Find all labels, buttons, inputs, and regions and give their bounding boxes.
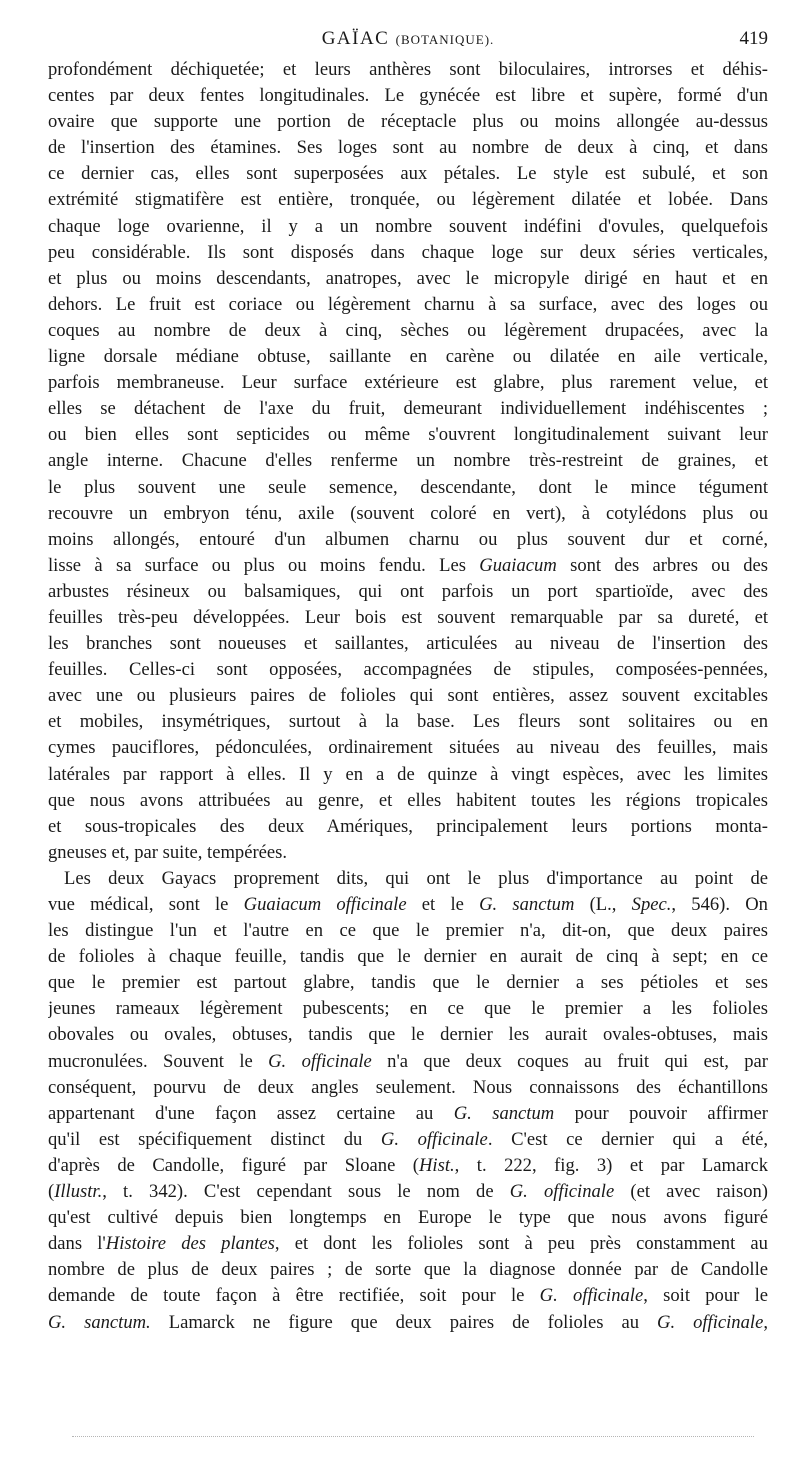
text-line	[48, 135, 768, 161]
text-run: avec une ou plusieurs paires de folioles qui sont entières, assez souvent excitables	[48, 685, 768, 707]
text-line	[48, 161, 768, 187]
italic-text: G. sanctum	[479, 894, 575, 915]
text-run: extrémité stigmatifère est entière, tronquée, ou légèrement dilatée et lobée. Dans	[48, 189, 768, 211]
text-run: qu'est cultivé depuis bien longtemps en Europe le type que nous avons figuré	[48, 1207, 768, 1229]
text-run: ligne dorsale médiane obtuse, saillante en carène ou dilatée en aile verticale,	[48, 346, 768, 368]
text-line	[48, 1257, 768, 1283]
text-run: (L.,	[574, 894, 632, 915]
text-run: et mobiles, insymétriques, surtout à la base. Les fleurs sont solitaires ou en	[48, 711, 768, 733]
text-line	[48, 83, 768, 109]
text-line	[48, 292, 768, 318]
text-line	[48, 1049, 768, 1075]
text-line	[48, 501, 768, 527]
text-line	[48, 840, 768, 866]
running-title-subtitle: (BOTANIQUE).	[395, 32, 495, 47]
running-head	[48, 28, 768, 54]
text-run: profondément déchiquetée; et leurs anthères sont biloculaires, introrses et déhis-	[48, 59, 768, 80]
text-line	[48, 527, 768, 553]
text-run: feuilles. Celles-ci sont opposées, accompagnées de stipules, composées-pennées,	[48, 659, 768, 681]
text-line	[48, 422, 768, 448]
text-line	[48, 344, 768, 370]
italic-text: Hist.	[419, 1154, 455, 1176]
text-run: que nous avons attribuées au genre, et elles habitent toutes les régions tropicales	[48, 789, 768, 811]
text-run: , 546). On	[671, 894, 768, 915]
text-line	[48, 1101, 768, 1127]
text-line	[48, 866, 768, 892]
text-run: qu'il est spécifiquement distinct du	[48, 1128, 381, 1150]
text-run: , t. 222, fig. 3) et par Lamarck	[454, 1154, 768, 1176]
footer-rule	[72, 1436, 754, 1437]
italic-text: G. officinale	[509, 1181, 615, 1203]
text-line	[48, 1127, 768, 1153]
text-line	[48, 970, 768, 996]
running-title-main: GAÏAC	[321, 28, 390, 49]
text-run: recouvre un embryon ténu, axile (souvent coloré en vert), à cotylédons plus ou	[48, 502, 768, 524]
text-line	[48, 788, 768, 814]
text-run: parfois membraneuse. Leur surface extérieure est glabre, plus rarement velue, et	[48, 372, 768, 394]
text-run: mucronulées. Souvent le	[48, 1050, 269, 1072]
text-line	[48, 918, 768, 944]
italic-text: G. officinale	[380, 1128, 488, 1150]
italic-text: G. officinale	[539, 1285, 644, 1307]
text-run: ,	[763, 1311, 768, 1333]
body-text	[48, 57, 768, 1336]
text-line	[48, 605, 768, 631]
text-line	[48, 214, 768, 240]
text-run: dans l'	[48, 1233, 106, 1255]
text-run: latérales par rapport à elles. Il y en a de quinze à vingt espèces, avec les limites	[48, 763, 768, 785]
text-line	[48, 683, 768, 709]
text-run: Les deux Gayacs proprement dits, qui ont le plus d'importance au point de	[64, 867, 768, 889]
paragraph	[48, 57, 768, 866]
text-line	[48, 1231, 768, 1257]
text-line	[48, 1310, 768, 1336]
text-line	[48, 762, 768, 788]
text-line	[48, 631, 768, 657]
text-line	[48, 370, 768, 396]
text-run: de l'insertion des étamines. Ses loges sont au nombre de deux à cinq, et dans	[48, 137, 768, 159]
text-run: demande de toute façon à être rectifiée, soit pour le	[48, 1285, 540, 1307]
italic-text: Spec.	[631, 894, 672, 915]
text-run: (	[48, 1181, 55, 1203]
page-number: 419	[739, 28, 768, 49]
text-line	[48, 396, 768, 422]
text-run: ou bien elles sont septicides ou même s'ouvrent longitudinalement suivant leur	[48, 424, 768, 446]
text-line	[48, 1179, 768, 1205]
text-line	[48, 448, 768, 474]
italic-text: Guaiacum officinale	[243, 894, 407, 915]
text-line	[48, 709, 768, 735]
text-run: et plus ou moins descendants, anatropes, avec le micropyle dirigé en haut et en	[48, 267, 768, 289]
text-line	[48, 944, 768, 970]
text-run: elles se détachent de l'axe du fruit, demeurant individuellement indéhiscentes ;	[48, 398, 768, 420]
text-line	[48, 892, 768, 918]
text-line	[48, 814, 768, 840]
text-line	[48, 735, 768, 761]
text-run: , t. 342). C'est cependant sous le nom de	[102, 1181, 510, 1203]
text-run: gneuses et, par suite, tempérées.	[48, 841, 288, 863]
text-run: Lamarck ne figure que deux paires de folioles au	[150, 1311, 658, 1333]
paragraph	[48, 866, 768, 1336]
text-run: coques au nombre de deux à cinq, sèches ou légèrement drupacées, avec la	[48, 319, 768, 341]
italic-text: G. officinale	[268, 1050, 372, 1072]
italic-text: Histoire des plantes	[105, 1233, 275, 1255]
text-run: pour pouvoir affirmer	[554, 1102, 768, 1124]
text-run: cymes pauciflores, pédonculées, ordinairement situées au niveau des feuilles, mais	[48, 737, 768, 759]
text-run: . C'est ce dernier qui a été,	[487, 1128, 768, 1150]
italic-text: G. officinale	[657, 1311, 764, 1333]
running-title	[48, 28, 768, 50]
italic-text: G. sanctum.	[48, 1311, 151, 1333]
text-line	[48, 109, 768, 135]
text-run: jeunes rameaux légèrement pubescents; en ce que le premier a les folioles	[48, 998, 768, 1020]
text-run: les distingue l'un et l'autre en ce que le premier n'a, dit-on, que deux paires	[48, 920, 768, 942]
text-line	[48, 657, 768, 683]
text-line	[48, 996, 768, 1022]
text-run: moins allongés, entouré d'un albumen charnu ou plus souvent dur et corné,	[48, 528, 768, 550]
text-run: les branches sont noueuses et saillantes, articulées au niveau de l'insertion des	[48, 633, 768, 655]
text-run: et sous-tropicales des deux Amériques, principalement leurs portions monta-	[48, 815, 768, 837]
text-line	[48, 1153, 768, 1179]
text-run: appartenant d'une façon assez certaine au	[48, 1102, 454, 1124]
text-run: nombre de plus de deux paires ; de sorte que la diagnose donnée par de Candolle	[48, 1259, 768, 1281]
text-line	[48, 1075, 768, 1101]
italic-text: G. sanctum	[453, 1102, 555, 1124]
text-run: vue médical, sont le	[48, 894, 244, 915]
text-run: ovaire que supporte une portion de réceptacle plus ou moins allongée au-dessus	[48, 111, 768, 133]
text-run: , et dont les folioles sont à peu près constamment au	[274, 1233, 768, 1255]
text-line	[48, 57, 768, 83]
text-run: , soit pour le	[643, 1285, 768, 1307]
text-run: arbustes résineux ou balsamiques, qui ont parfois un port spartioïde, avec des	[48, 580, 768, 602]
text-line	[48, 1205, 768, 1231]
text-line	[48, 187, 768, 213]
text-run: conséquent, pourvu de deux angles seulement. Nous connaissons des échantillons	[48, 1076, 768, 1098]
text-line	[48, 579, 768, 605]
text-line	[48, 1283, 768, 1309]
text-run: d'après de Candolle, figuré par Sloane (	[48, 1154, 419, 1176]
text-line	[48, 475, 768, 501]
text-run: dehors. Le fruit est coriace ou légèrement charnu à sa surface, avec des loges ou	[48, 293, 768, 315]
italic-text: Illustr.	[54, 1181, 103, 1203]
text-run: chaque loge ovarienne, il y a un nombre souvent indéfini d'ovules, quelquefois	[48, 215, 768, 237]
text-run: et le	[406, 894, 480, 915]
text-run: obovales ou ovales, obtuses, tandis que le dernier les aurait ovales-obtuses, mais	[48, 1024, 768, 1046]
text-line	[48, 553, 768, 579]
text-run: angle interne. Chacune d'elles renferme un nombre très-restreint de graines, et	[48, 450, 768, 472]
text-run: centes par deux fentes longitudinales. Le gynécée est libre et supère, formé d'un	[48, 85, 768, 107]
text-line	[48, 266, 768, 292]
text-run: le plus souvent une seule semence, descendante, dont le mince tégument	[48, 476, 768, 498]
text-line	[48, 1022, 768, 1048]
text-run: n'a que deux coques au fruit qui est, par	[371, 1050, 768, 1072]
text-run: sont des arbres ou des	[556, 554, 768, 576]
text-run: peu considérable. Ils sont disposés dans chaque loge sur deux séries verticales,	[48, 241, 768, 263]
italic-text: Guaiacum	[479, 554, 557, 576]
text-run: que le premier est partout glabre, tandis que le dernier a ses pétioles et ses	[48, 972, 768, 994]
text-run: (et avec raison)	[614, 1181, 768, 1203]
text-run: feuilles très-peu développées. Leur bois est souvent remarquable par sa dureté, et	[48, 606, 768, 628]
text-line	[48, 318, 768, 344]
text-line	[48, 240, 768, 266]
text-run: de folioles à chaque feuille, tandis que le dernier en aurait de cinq à sept; en ce	[48, 946, 768, 968]
text-run: lisse à sa surface ou plus ou moins fendu. Les	[48, 554, 480, 576]
text-run: ce dernier cas, elles sont superposées aux pétales. Le style est subulé, et son	[48, 163, 768, 185]
